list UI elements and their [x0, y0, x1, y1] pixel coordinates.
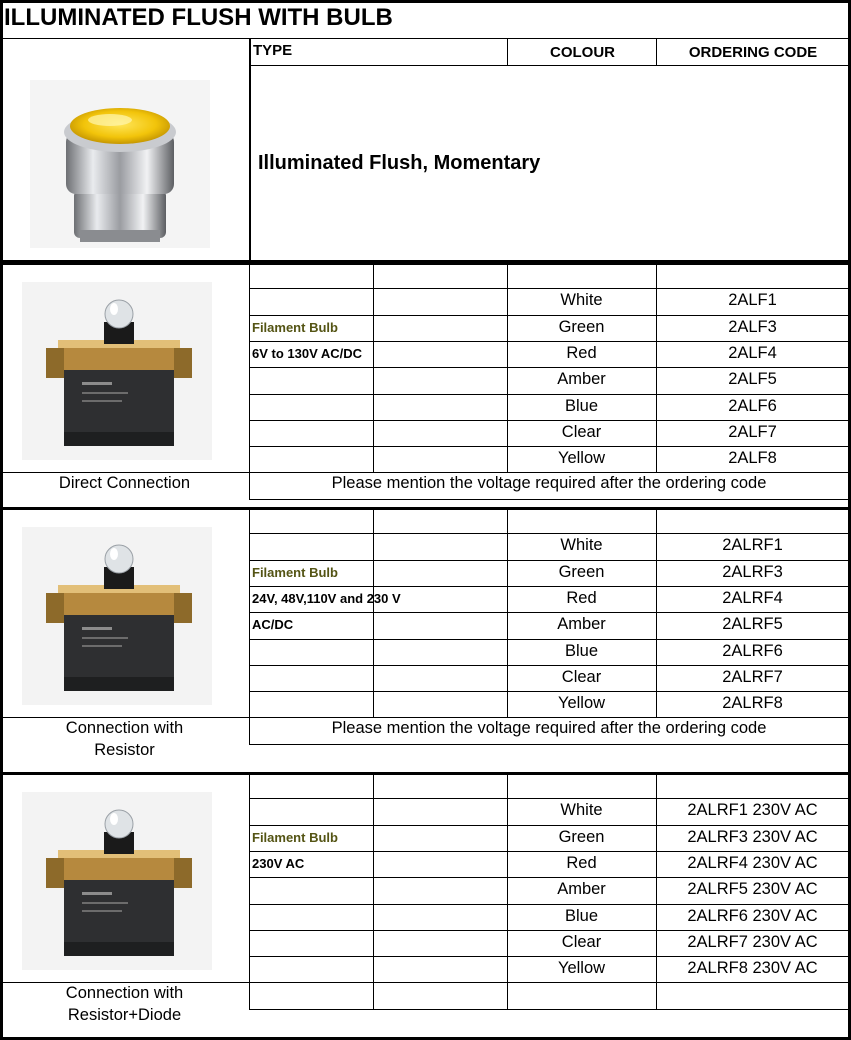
table-cell [249, 956, 374, 983]
table-cell [373, 798, 508, 826]
ordering-code: 2ALF6 [728, 397, 777, 415]
header-cell [507, 38, 657, 66]
colour-value: Yellow [557, 959, 606, 977]
header-ordering-code: ORDERING CODE [688, 44, 818, 61]
table-cell [249, 665, 374, 692]
table-cell [249, 639, 374, 666]
colour-value: Yellow [557, 694, 606, 712]
colour-value: Blue [564, 907, 599, 925]
table-cell [373, 851, 508, 878]
voltage-note: Please mention the voltage required after the ordering code [331, 719, 767, 737]
colour-value: Amber [557, 615, 606, 633]
table-cell [507, 772, 657, 799]
table-cell [373, 982, 508, 1010]
table-cell [249, 446, 374, 473]
table-cell [249, 798, 374, 826]
type-text: Filament Bulb [252, 320, 338, 335]
product-image-cell [0, 38, 250, 263]
ordering-code: 2ALF3 [728, 318, 777, 336]
connection-caption: Resistor+Diode [67, 1006, 182, 1024]
table-cell [249, 877, 374, 905]
type-text: 6V to 130V AC/DC [252, 346, 363, 361]
table-border [0, 262, 851, 265]
colour-value: Amber [557, 880, 606, 898]
table-cell [656, 262, 850, 289]
ordering-code: 2ALRF3 [722, 563, 783, 581]
table-cell [249, 982, 374, 1010]
title-row [0, 0, 850, 39]
table-cell [249, 533, 374, 561]
colour-value: Red [566, 854, 597, 872]
table-cell [249, 394, 374, 421]
connection-caption: Resistor [94, 741, 155, 759]
header-colour: COLOUR [550, 44, 615, 61]
ordering-code: 2ALRF7 [722, 668, 783, 686]
table-cell [507, 507, 657, 534]
header-cell [249, 38, 508, 66]
table-cell [656, 772, 850, 799]
ordering-code: 2ALRF8 230V AC [687, 959, 818, 977]
product-name: Illuminated Flush, Momentary [258, 152, 541, 174]
connection-caption: Connection with [65, 719, 184, 737]
voltage-note: Please mention the voltage required after the ordering code [331, 474, 767, 492]
table-cell [507, 262, 657, 289]
connection-caption: Connection with [65, 984, 184, 1002]
colour-value: Green [558, 828, 605, 846]
type-text: 24V, 48V,110V and 230 V [252, 591, 401, 606]
colour-value: Yellow [557, 449, 606, 467]
ordering-code: 2ALRF1 230V AC [687, 801, 818, 819]
table-cell [373, 639, 508, 666]
ordering-code: 2ALRF4 [722, 589, 783, 607]
colour-value: Blue [564, 642, 599, 660]
table-cell [373, 877, 508, 905]
type-text: 230V AC [252, 856, 305, 871]
ordering-code: 2ALF7 [728, 423, 777, 441]
ordering-code: 2ALRF6 230V AC [687, 907, 818, 925]
bulb-holder-block-image [22, 282, 212, 460]
table-cell [373, 262, 508, 289]
table-cell [373, 420, 508, 447]
table-cell [373, 288, 508, 316]
colour-value: Red [566, 344, 597, 362]
bulb-holder-block-image [22, 792, 212, 970]
table-cell [373, 930, 508, 957]
table-cell [373, 394, 508, 421]
bulb-holder-block-image [22, 527, 212, 705]
connection-caption: Direct Connection [58, 474, 191, 492]
ordering-code: 2ALF8 [728, 449, 777, 467]
ordering-code: 2ALF4 [728, 344, 777, 362]
header-cell [656, 38, 850, 66]
table-cell [249, 288, 374, 316]
table-cell [373, 825, 508, 852]
colour-value: Clear [561, 423, 602, 441]
table-cell [249, 420, 374, 447]
table-cell [373, 665, 508, 692]
colour-value: White [560, 291, 603, 309]
header-type: TYPE [253, 42, 293, 59]
table-cell [373, 367, 508, 395]
ordering-code: 2ALRF6 [722, 642, 783, 660]
table-cell [249, 507, 374, 534]
table-cell [373, 904, 508, 931]
ordering-code: 2ALRF4 230V AC [687, 854, 818, 872]
table-cell [249, 367, 374, 395]
table-cell [656, 982, 850, 1010]
type-text: AC/DC [252, 617, 294, 632]
table-cell [373, 533, 508, 561]
table-cell [249, 262, 374, 289]
colour-value: Amber [557, 370, 606, 388]
page-title: ILLUMINATED FLUSH WITH BULB [4, 4, 393, 31]
table-cell [373, 956, 508, 983]
product-name-cell [249, 65, 850, 263]
table-cell [373, 560, 508, 587]
table-cell [373, 612, 508, 640]
colour-value: White [560, 801, 603, 819]
table-border [0, 772, 851, 775]
table-cell [373, 446, 508, 473]
table-border [0, 0, 851, 3]
ordering-code: 2ALRF8 [722, 694, 783, 712]
table-cell [373, 315, 508, 342]
ordering-code: 2ALF1 [728, 291, 777, 309]
table-border [249, 38, 251, 262]
colour-value: Blue [564, 397, 599, 415]
table-cell [373, 341, 508, 368]
table-cell [507, 982, 657, 1010]
ordering-code: 2ALRF7 230V AC [687, 933, 818, 951]
type-text: Filament Bulb [252, 565, 338, 580]
table-cell [249, 772, 374, 799]
ordering-code: 2ALRF5 230V AC [687, 880, 818, 898]
colour-value: Clear [561, 668, 602, 686]
table-cell [249, 930, 374, 957]
table-cell [249, 691, 374, 718]
colour-value: Clear [561, 933, 602, 951]
ordering-code: 2ALRF5 [722, 615, 783, 633]
table-border [0, 507, 851, 510]
colour-value: Green [558, 563, 605, 581]
ordering-code: 2ALRF1 [722, 536, 783, 554]
table-cell [373, 772, 508, 799]
ordering-code: 2ALRF3 230V AC [687, 828, 818, 846]
type-text: Filament Bulb [252, 830, 338, 845]
colour-value: White [560, 536, 603, 554]
colour-value: Red [566, 589, 597, 607]
table-cell [249, 904, 374, 931]
colour-value: Green [558, 318, 605, 336]
table-cell [373, 507, 508, 534]
table-cell [373, 691, 508, 718]
ordering-code: 2ALF5 [728, 370, 777, 388]
table-cell [656, 507, 850, 534]
